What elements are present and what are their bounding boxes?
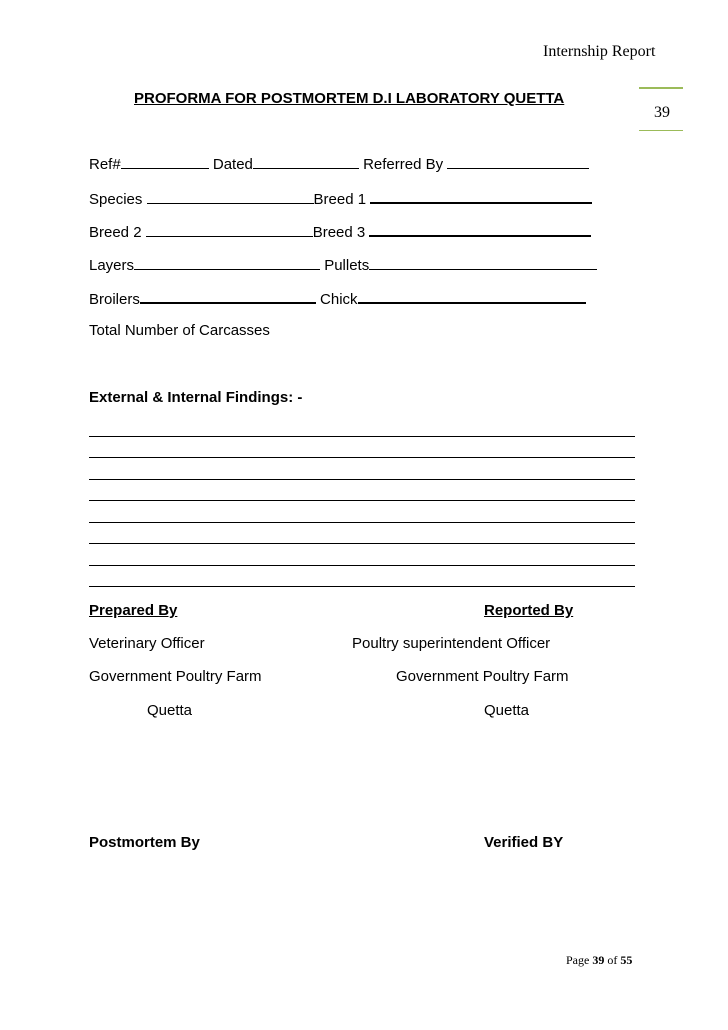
layers-blank[interactable] <box>134 256 320 270</box>
left-city: Quetta <box>147 702 193 719</box>
pullets-label: Pullets <box>324 257 370 274</box>
left-organization: Government Poultry Farm <box>89 668 262 685</box>
species-blank[interactable] <box>147 190 314 204</box>
row-breed2 <box>89 222 591 241</box>
breed3-blank[interactable] <box>369 222 591 237</box>
row-species <box>89 189 592 208</box>
footer-of-word: of <box>607 953 618 967</box>
row-layers <box>89 256 597 274</box>
left-officer-title: Veterinary Officer <box>89 635 205 652</box>
right-organization: Government Poultry Farm <box>396 668 569 685</box>
chick-label: Chick <box>320 291 358 308</box>
running-header: Internship Report <box>543 43 656 60</box>
findings-heading: External & Internal Findings: - <box>89 389 303 406</box>
right-city: Quetta <box>484 702 530 719</box>
findings-line[interactable] <box>89 522 635 523</box>
page-number-box: 39 <box>654 104 670 121</box>
footer-total-pages: 55 <box>620 953 633 967</box>
right-officer-title: Poultry superintendent Officer <box>352 635 551 652</box>
referred-by-label: Referred By <box>363 156 444 173</box>
findings-line[interactable] <box>89 479 635 480</box>
findings-line[interactable] <box>89 457 635 458</box>
reported-by-heading: Reported By <box>484 602 574 619</box>
broilers-label: Broilers <box>89 291 140 308</box>
findings-line[interactable] <box>89 586 635 587</box>
findings-line[interactable] <box>89 436 635 437</box>
page-box-top-rule <box>639 87 683 89</box>
chick-blank[interactable] <box>358 289 586 304</box>
total-carcasses-label: Total Number of Carcasses <box>89 322 270 339</box>
findings-line[interactable] <box>89 543 635 544</box>
findings-line[interactable] <box>89 500 635 501</box>
ref-label: Ref# <box>89 156 121 173</box>
page-footer <box>566 953 632 968</box>
species-label: Species <box>89 191 143 208</box>
breed1-blank[interactable] <box>370 189 592 204</box>
breed3-label: Breed 3 <box>312 224 366 241</box>
layers-label: Layers <box>89 257 135 274</box>
breed2-blank[interactable] <box>146 223 313 237</box>
postmortem-by-heading: Postmortem By <box>89 834 200 851</box>
dated-blank[interactable] <box>253 155 359 169</box>
findings-line[interactable] <box>89 565 635 566</box>
broilers-blank[interactable] <box>140 289 316 304</box>
breed2-label: Breed 2 <box>89 224 142 241</box>
row-broilers <box>89 289 586 308</box>
referred-by-blank[interactable] <box>447 155 589 169</box>
footer-current-page: 39 <box>592 953 605 967</box>
pullets-blank[interactable] <box>369 256 597 270</box>
form-title: PROFORMA FOR POSTMORTEM D.I LABORATORY QUETTA <box>134 90 565 107</box>
footer-page-word: Page <box>566 953 590 967</box>
page-box-bottom-rule <box>639 130 683 131</box>
prepared-by-heading: Prepared By <box>89 602 178 619</box>
verified-by-heading: Verified BY <box>484 834 564 851</box>
row-ref <box>89 155 589 173</box>
ref-blank[interactable] <box>121 155 209 169</box>
breed1-label: Breed 1 <box>313 191 367 208</box>
dated-label: Dated <box>212 156 253 173</box>
